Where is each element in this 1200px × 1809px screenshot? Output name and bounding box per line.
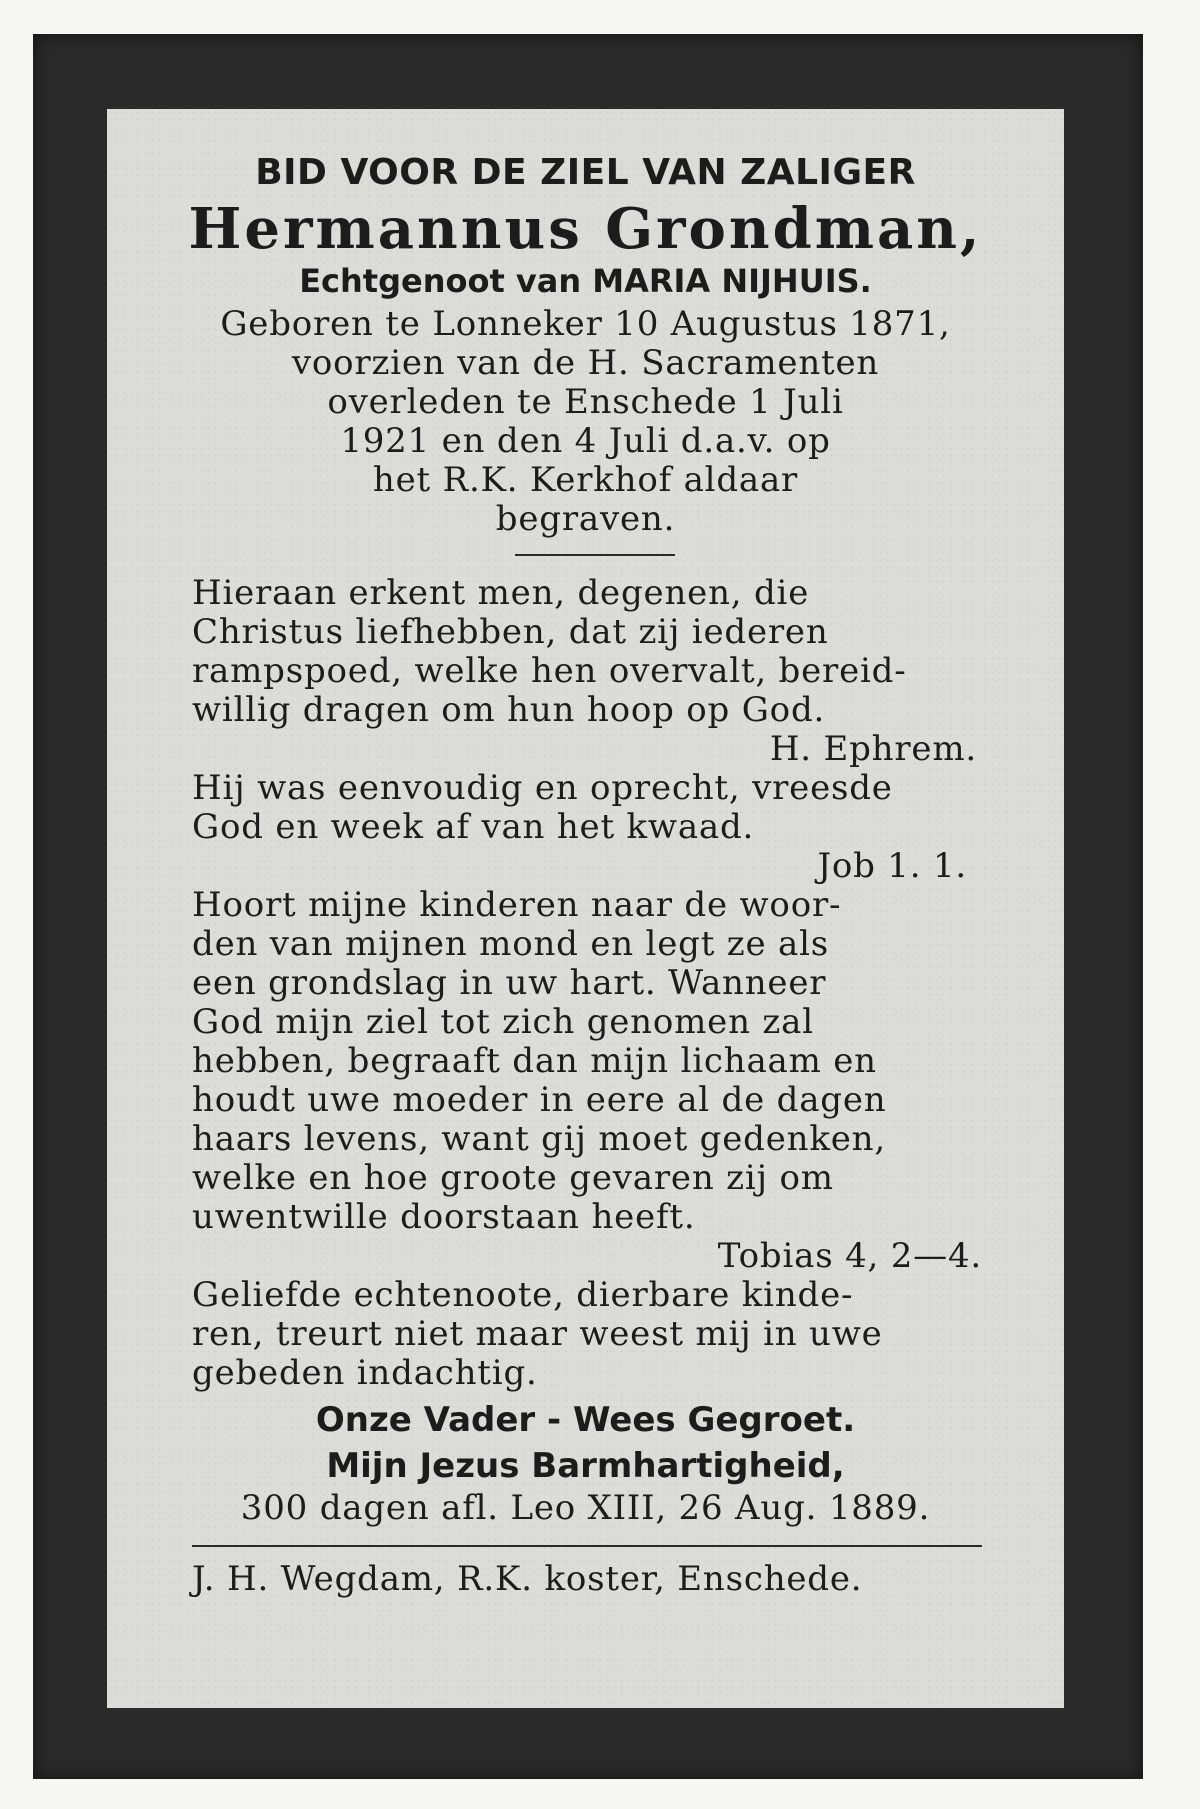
section-divider xyxy=(515,554,675,556)
quote-line: Christus liefhebben, dat zij iederen xyxy=(192,612,829,652)
bio-line: het R.K. Kerkhof aldaar xyxy=(372,460,799,500)
indulgence-title: Mijn Jezus Barmhartigheid, xyxy=(326,1446,845,1486)
quote-line: haars levens, want gij moet gedenken, xyxy=(192,1119,886,1159)
deceased-name: Hermannus Grondman, xyxy=(188,196,983,262)
bio-line: overleden te Enschede 1 Juli xyxy=(327,382,844,422)
card-heading: BID VOOR DE ZIEL VAN ZALIGER xyxy=(255,152,916,193)
quote-line: welke en hoe groote gevaren zij om xyxy=(192,1158,834,1198)
indulgence-text: 300 dagen afl. Leo XIII, 26 Aug. 1889. xyxy=(240,1488,931,1528)
quote-line: rampspoed, welke hen overvalt, bereid- xyxy=(192,651,907,691)
printer-line: J. H. Wegdam, R.K. koster, Enschede. xyxy=(192,1559,863,1599)
quote-line: uwentwille doorstaan heeft. xyxy=(192,1197,696,1237)
quote-source: Tobias 4, 2—4. xyxy=(717,1236,982,1276)
farewell-line: Geliefde echtenoote, dierbare kinde- xyxy=(192,1275,854,1315)
bio-line: voorzien van de H. Sacramenten xyxy=(291,343,880,383)
farewell-line: ren, treurt niet maar weest mij in uwe xyxy=(192,1314,883,1354)
quote-line: God en week af van het kwaad. xyxy=(192,807,755,847)
spouse-line: Echtgenoot van MARIA NIJHUIS. xyxy=(299,262,872,300)
farewell-line: gebeden indachtig. xyxy=(192,1353,538,1393)
bio-line: begraven. xyxy=(495,499,676,539)
quote-source: H. Ephrem. xyxy=(769,729,977,769)
quote-line: houdt uwe moeder in eere al de dagen xyxy=(192,1080,887,1120)
footer-rule xyxy=(192,1545,982,1547)
memorial-card xyxy=(107,109,1064,1708)
bio-line: Geboren te Lonneker 10 Augustus 1871, xyxy=(220,304,951,344)
quote-line: Hieraan erkent men, degenen, die xyxy=(192,573,810,613)
quote-line: hebben, begraaft dan mijn lichaam en xyxy=(192,1041,877,1081)
prayer-line: Onze Vader - Wees Gegroet. xyxy=(315,1400,856,1440)
quote-line: Hoort mijne kinderen naar de woor- xyxy=(192,885,842,925)
quote-line: Hij was eenvoudig en oprecht, vreesde xyxy=(192,768,893,808)
quote-source: Job 1. 1. xyxy=(817,846,967,886)
quote-line: een grondslag in uw hart. Wanneer xyxy=(192,963,827,1003)
bio-line: 1921 en den 4 Juli d.a.v. op xyxy=(340,421,831,461)
quote-line: willig dragen om hun hoop op God. xyxy=(192,690,826,730)
quote-line: den van mijnen mond en legt ze als xyxy=(192,924,830,964)
quote-line: God mijn ziel tot zich genomen zal xyxy=(192,1002,814,1042)
